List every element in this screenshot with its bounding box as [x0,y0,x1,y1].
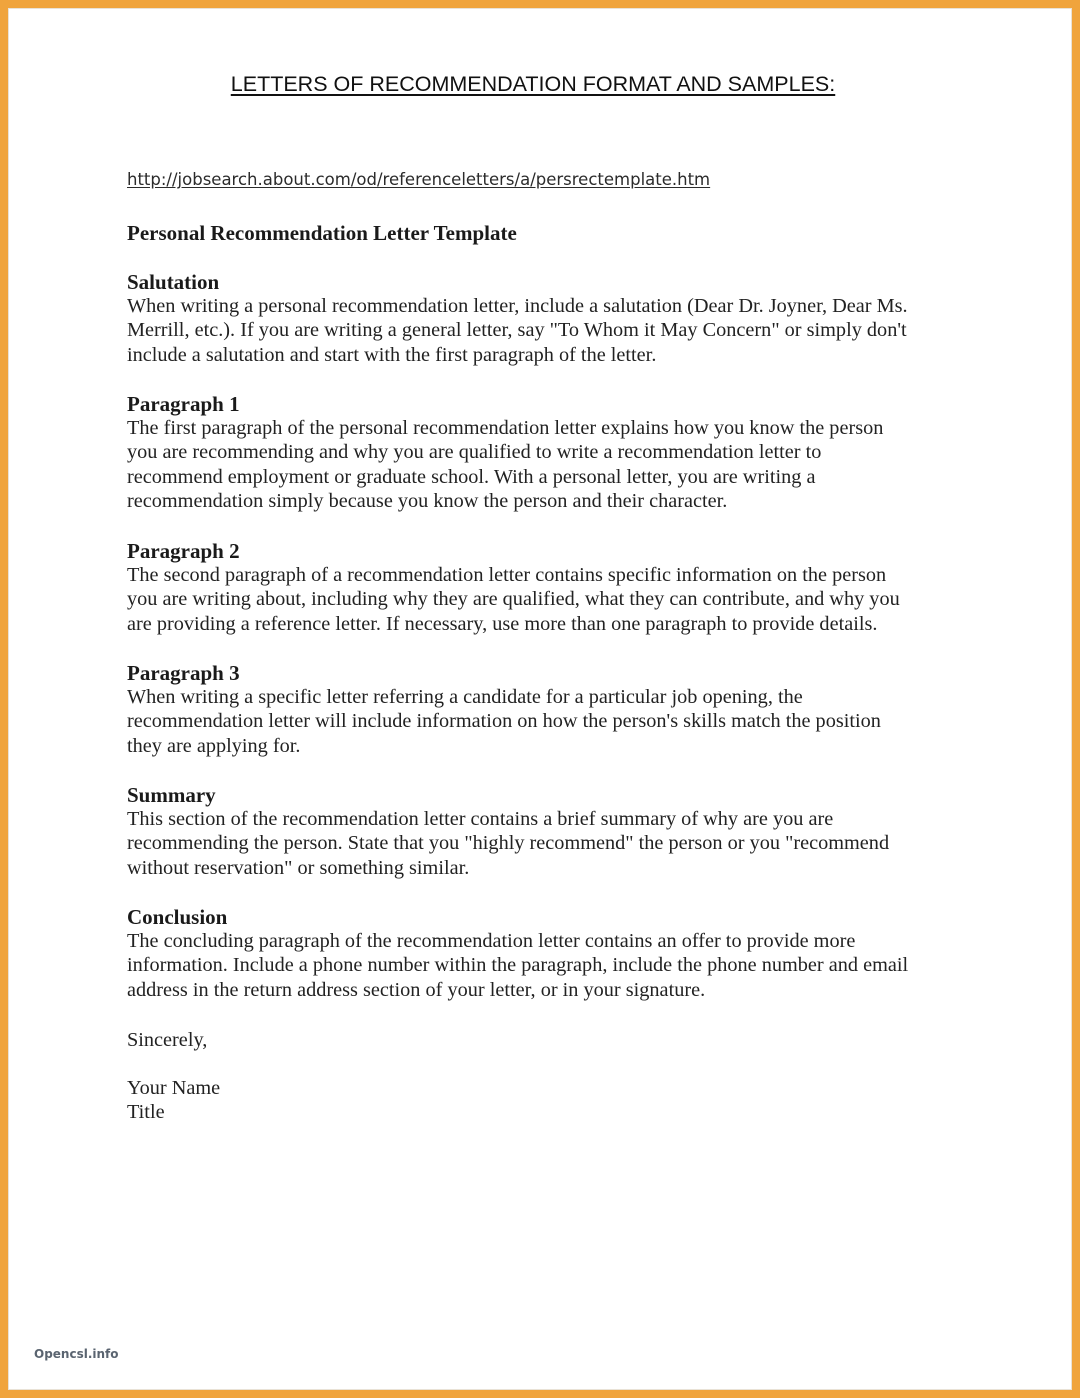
body-line: information. Include a phone number within the paragraph, include the phone number and email [127,954,909,977]
section-paragraph-2 [127,539,957,636]
section-body [127,563,957,636]
section-heading: Salutation [127,270,220,294]
body-line: without reservation" or something similar. [127,856,470,879]
signature-name: Your Name [127,1077,221,1099]
section-body [127,807,957,880]
section-body [127,294,957,367]
section-heading: Summary [127,783,216,807]
body-line: include a salutation and start with the first paragraph of the letter. [127,343,657,366]
section-heading: Paragraph 1 [127,392,240,416]
sign-off: Sincerely, [127,1029,208,1051]
source-url-link[interactable]: http://jobsearch.about.com/od/referenceletters/a/persrectemplate.htm [127,170,711,189]
body-line: When writing a personal recommendation letter, include a salutation (Dear Dr. Joyner, Dear Ms. [127,295,908,317]
body-line: recommendation simply because you know the person and their character. [127,490,728,513]
body-line: The first paragraph of the personal recommendation letter explains how you know the person [127,417,884,439]
body-line: The second paragraph of a recommendation letter contains specific information on the person [127,564,887,586]
body-line: they are applying for. [127,734,301,757]
section-paragraph-1 [127,392,957,514]
section-heading: Paragraph 3 [127,661,240,685]
section-body [127,416,957,514]
body-line: When writing a specific letter referring a candidate for a particular job opening, the [127,686,803,708]
section-body [127,929,957,1002]
signature-title: Title [127,1101,165,1123]
body-line: address in the return address section of your letter, or in your signature. [127,978,706,1001]
body-line: are providing a reference letter. If necessary, use more than one paragraph to provide details. [127,612,878,635]
template-title: Personal Recommendation Letter Template [127,221,517,245]
watermark-logo: Opencsl.info [34,1347,119,1361]
body-line: This section of the recommendation letter contains a brief summary of why are you are [127,808,834,830]
body-line: recommendation letter will include information on how the person's skills match the position [127,710,881,733]
section-body [127,685,957,758]
section-heading: Paragraph 2 [127,539,240,563]
body-line: recommending the person. State that you "highly recommend" the person or you "recommend [127,832,890,855]
section-heading: Conclusion [127,905,228,929]
body-line: The concluding paragraph of the recommendation letter contains an offer to provide more [127,930,856,952]
body-line: you are writing about, including why they are qualified, what they can contribute, and why you [127,588,900,611]
body-line: recommend employment or graduate school. With a personal letter, you are writing a [127,465,816,488]
body-line: you are recommending and why you are qualified to write a recommendation letter to [127,441,822,464]
section-salutation [127,270,957,367]
section-summary [127,783,957,880]
body-line: Merrill, etc.). If you are writing a general letter, say "To Whom it May Concern" or simply don't [127,319,907,342]
section-conclusion [127,905,957,1002]
document-title: LETTERS OF RECOMMENDATION FORMAT AND SAMPLES: [230,72,836,96]
section-paragraph-3 [127,661,957,758]
